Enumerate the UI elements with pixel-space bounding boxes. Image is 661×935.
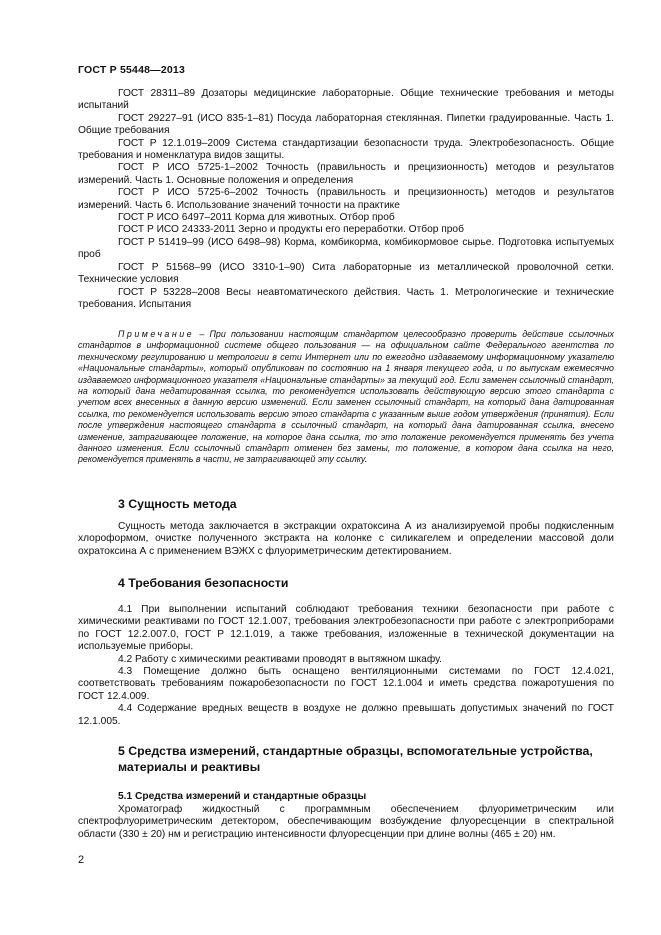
page-number: 2: [78, 854, 85, 866]
note-paragraph: [78, 329, 614, 466]
section-4-title: 4 Требования безопасности: [118, 576, 289, 590]
section-4-body: [78, 604, 614, 728]
section-4-item: 4.1 При выполнении испытаний соблюдают требования техники безопасности при работе с химическими реактивами по ГОСТ 12.1.007, требования электробезопасности при работе с электроприборами по ГОСТ 12.2.007.0, ГОСТ Р 12.1.019, а также требования, изложенные в технической документации на используемые приборы.: [78, 604, 614, 653]
section-4-item: 4.3 Помещение должно быть оснащено вентиляционными системами по ГОСТ 12.4.021, соответствовать требованиям пожаробезопасности по ГОСТ 12.1.004 и иметь средства пожаротушения по ГОСТ 12.4.009.: [78, 666, 614, 702]
reference-item: ГОСТ 29227–91 (ИСО 835-1–81) Посуда лабораторная стеклянная. Пипетки градуированные. Часть 1. Общие требования: [78, 112, 614, 137]
page-header-standard-id: ГОСТ Р 55448—2013: [78, 64, 186, 76]
reference-item: ГОСТ Р ИСО 24333-2011 Зерно и продукты его переработки. Отбор проб: [118, 224, 464, 236]
reference-item: ГОСТ Р ИСО 6497–2011 Корма для животных. Отбор проб: [118, 212, 395, 224]
reference-item: ГОСТ Р 53228–2008 Весы неавтоматического действия. Часть 1. Метрологические и технические требования. Испытания: [78, 286, 614, 310]
reference-item: ГОСТ Р 12.1.019–2009 Система стандартизации безопасности труда. Электробезопасность. Общие требования и номенклатура видов защиты.: [78, 137, 614, 162]
section-5-body: [78, 804, 614, 841]
reference-item: ГОСТ Р ИСО 5725-1–2002 Точность (правильность и прецизионность) методов и результатов измерений. Часть 1. Основные положения и определения: [78, 162, 614, 186]
reference-item: ГОСТ Р 51568–99 (ИСО 3310-1–90) Сита лабораторные из металлической проволочной сетки. Технические условия: [78, 261, 614, 286]
section-5-1-text: Хроматограф жидкостный с программным обеспечением флуориметрическим или спектрофлуориметрическим детектором, обеспечивающим возбуждение флуоресценции в спектральной области (330 ± 20) нм и регистрацию интенсивности флуоресценции при длине волны (465 ± 20) нм.: [78, 804, 614, 840]
normative-references-list: [78, 88, 614, 311]
section-5-title: 5 Средства измерений, стандартные образцы, вспомогательные устройства, материалы и реактивы: [118, 744, 593, 774]
subsection-5-1-title: 5.1 Средства измерений и стандартные образцы: [118, 791, 367, 802]
reference-item: ГОСТ Р 51419–99 (ИСО 6498–98) Корма, комбикорма, комбикормовое сырье. Подготовка испытуемых проб: [78, 236, 614, 261]
note-label: Примечание: [118, 329, 195, 339]
reference-item: ГОСТ Р ИСО 5725-6–2002 Точность (правильность и прецизионность) методов и результатов измерений. Часть 6. Использование значений точности на практике: [78, 187, 614, 211]
section-3-title: 3 Сущность метода: [118, 497, 237, 511]
section-4-item: 4.4 Содержание вредных веществ в воздухе не должно превышать допустимых значений по ГОСТ 12.1.005.: [78, 703, 614, 727]
section-4-item: 4.2 Работу с химическими реактивами проводят в вытяжном шкафу.: [118, 653, 442, 665]
note-text: – При пользовании настоящим стандартом целесообразно проверить действие ссылочных стандартов в информационной системе общего пользования — на официальном сайте Федерального агентства по техническому регулированию и метрологии в сети Интернет или по ежегодно издаваемому информационному указателю «Национальные стандарты», который опубликован по состоянию на 1 января текущего года, и по выпускам ежемесячно издаваемого информационного указателя «Национальные стандарты» за текущий год. Если заменен ссылочный стандарт, на который дана недатированная ссылка, то рекомендуется использовать действующую версию этого стандарта с учетом всех внесенных в данную версию изменений. Если заменен ссылочный стандарт, на который дана датированная ссылка, то рекомендуется использовать версию этого стандарта с указанным выше годом утверждения (принятия). Если после утверждения настоящего стандарта в ссылочный стандарт, на который дана датированная ссылка, внесено изменение, затрагивающее положение, на которое дана ссылка, то это положение рекомендуется применять без учета данного изменения. Если ссылочный стандарт отменен без замены, то положение, в котором дана ссылка на него, рекомендуется применять в части, не затрагивающей эту ссылку.: [78, 329, 614, 465]
section-3-text: Сущность метода заключается в экстракции охратоксина А из анализируемой пробы подкисленным хлороформом, очистке полученного экстракта на колонке с силикагелем и определении массовой доли охратоксина А с применением ВЭЖХ с флуориметрическим детектированием.: [78, 521, 614, 557]
section-3-body: [78, 521, 614, 558]
reference-item: ГОСТ 28311–89 Дозаторы медицинские лабораторные. Общие технические требования и методы испытаний: [78, 88, 614, 112]
